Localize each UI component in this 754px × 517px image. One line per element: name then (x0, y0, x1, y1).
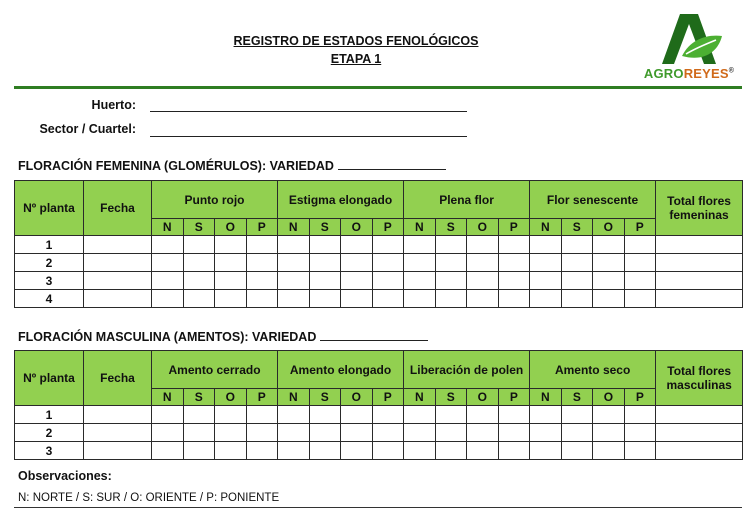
count-cell[interactable] (183, 254, 215, 272)
count-cell[interactable] (278, 236, 310, 254)
count-cell[interactable] (435, 254, 467, 272)
total-cell[interactable] (656, 424, 743, 442)
date-cell[interactable] (84, 424, 152, 442)
group-header: Amento seco (530, 351, 656, 389)
subcol-header: N (278, 389, 310, 406)
count-cell[interactable] (215, 442, 247, 460)
subcol-header: O (341, 389, 373, 406)
count-cell[interactable] (498, 236, 530, 254)
count-cell[interactable] (593, 424, 625, 442)
count-cell[interactable] (530, 290, 562, 308)
subcol-header: P (498, 389, 530, 406)
total-cell[interactable] (656, 236, 743, 254)
count-cell[interactable] (372, 290, 404, 308)
subcol-header: P (624, 389, 656, 406)
subcol-header: P (624, 219, 656, 236)
count-cell[interactable] (530, 236, 562, 254)
count-cell[interactable] (183, 236, 215, 254)
count-cell[interactable] (309, 290, 341, 308)
count-cell[interactable] (246, 424, 278, 442)
count-cell[interactable] (498, 290, 530, 308)
masc-variedad-field[interactable] (320, 331, 428, 341)
logo-wordmark (630, 66, 748, 81)
plant-number: 2 (15, 254, 84, 272)
count-cell[interactable] (561, 254, 593, 272)
count-cell[interactable] (341, 290, 373, 308)
subcol-header: O (341, 219, 373, 236)
count-cell[interactable] (593, 290, 625, 308)
count-cell[interactable] (341, 236, 373, 254)
sector-field[interactable] (150, 136, 467, 137)
count-cell[interactable] (593, 272, 625, 290)
count-cell[interactable] (246, 290, 278, 308)
date-cell[interactable] (84, 236, 152, 254)
col-fecha: Fecha (84, 181, 152, 236)
registered-mark: ® (728, 67, 735, 75)
subcol-header: S (183, 219, 215, 236)
subcol-header: N (530, 219, 562, 236)
table-row (15, 272, 743, 290)
agroreyes-logo (630, 10, 748, 84)
table-row (15, 290, 743, 308)
count-cell[interactable] (152, 272, 184, 290)
count-cell[interactable] (593, 236, 625, 254)
table-row (15, 406, 743, 424)
count-cell[interactable] (624, 442, 656, 460)
subcol-header: S (309, 389, 341, 406)
count-cell[interactable] (246, 442, 278, 460)
date-cell[interactable] (84, 290, 152, 308)
count-cell[interactable] (561, 406, 593, 424)
count-cell[interactable] (561, 442, 593, 460)
count-cell[interactable] (215, 406, 247, 424)
count-cell[interactable] (435, 290, 467, 308)
count-cell[interactable] (624, 406, 656, 424)
subcol-header: P (498, 219, 530, 236)
count-cell[interactable] (624, 236, 656, 254)
count-cell[interactable] (561, 236, 593, 254)
count-cell[interactable] (530, 254, 562, 272)
count-cell[interactable] (593, 442, 625, 460)
observaciones-label: Observaciones: (18, 469, 112, 483)
count-cell[interactable] (404, 272, 436, 290)
count-cell[interactable] (435, 424, 467, 442)
subcol-header: N (404, 219, 436, 236)
group-header: Liberación de polen (404, 351, 530, 389)
count-cell[interactable] (278, 290, 310, 308)
sector-label: Sector / Cuartel: (39, 122, 136, 136)
count-cell[interactable] (183, 424, 215, 442)
count-cell[interactable] (278, 254, 310, 272)
subcol-header: O (593, 389, 625, 406)
date-cell[interactable] (84, 254, 152, 272)
logo-wordmark-reyes: REYES (683, 66, 729, 81)
count-cell[interactable] (183, 406, 215, 424)
count-cell[interactable] (624, 290, 656, 308)
count-cell[interactable] (215, 290, 247, 308)
subcol-header: N (152, 389, 184, 406)
count-cell[interactable] (183, 442, 215, 460)
orientation-legend: N: NORTE / S: SUR / O: ORIENTE / P: PONIENTE (18, 492, 280, 504)
subcol-header: S (561, 219, 593, 236)
count-cell[interactable] (530, 406, 562, 424)
count-cell[interactable] (498, 424, 530, 442)
document-title: REGISTRO DE ESTADOS FENOLÓGICOS (233, 34, 479, 48)
count-cell[interactable] (498, 406, 530, 424)
total-cell[interactable] (656, 442, 743, 460)
subcol-header: O (215, 219, 247, 236)
count-cell[interactable] (372, 236, 404, 254)
group-header: Estigma elongado (278, 181, 404, 219)
count-cell[interactable] (309, 442, 341, 460)
count-cell[interactable] (309, 236, 341, 254)
count-cell[interactable] (278, 406, 310, 424)
count-cell[interactable] (341, 442, 373, 460)
count-cell[interactable] (152, 290, 184, 308)
col-total: Total flores femeninas (656, 181, 743, 236)
fem-variedad-field[interactable] (338, 160, 446, 170)
subcol-header: N (278, 219, 310, 236)
count-cell[interactable] (246, 272, 278, 290)
count-cell[interactable] (278, 272, 310, 290)
count-cell[interactable] (593, 406, 625, 424)
count-cell[interactable] (435, 442, 467, 460)
table-row (15, 254, 743, 272)
date-cell[interactable] (84, 442, 152, 460)
subcol-header: O (593, 219, 625, 236)
count-cell[interactable] (561, 272, 593, 290)
subcol-header: S (435, 219, 467, 236)
subcol-header: O (467, 389, 499, 406)
count-cell[interactable] (309, 406, 341, 424)
plant-number: 3 (15, 272, 84, 290)
count-cell[interactable] (372, 406, 404, 424)
subcol-header: S (561, 389, 593, 406)
count-cell[interactable] (152, 424, 184, 442)
table-row (15, 442, 743, 460)
col-total: Total flores masculinas (656, 351, 743, 406)
subcol-header: P (246, 219, 278, 236)
masc-section-label: FLORACIÓN MASCULINA (AMENTOS): VARIEDAD (18, 330, 317, 344)
count-cell[interactable] (530, 272, 562, 290)
count-cell[interactable] (372, 424, 404, 442)
count-cell[interactable] (341, 424, 373, 442)
count-cell[interactable] (561, 290, 593, 308)
count-cell[interactable] (246, 254, 278, 272)
count-cell[interactable] (467, 272, 499, 290)
count-cell[interactable] (467, 442, 499, 460)
huerto-label: Huerto: (91, 98, 136, 112)
plant-number: 1 (15, 236, 84, 254)
count-cell[interactable] (498, 272, 530, 290)
total-cell[interactable] (656, 406, 743, 424)
subcol-header: O (467, 219, 499, 236)
count-cell[interactable] (435, 272, 467, 290)
count-cell[interactable] (215, 236, 247, 254)
col-planta: Nº planta (15, 351, 84, 406)
subcol-header: S (309, 219, 341, 236)
subcol-header: P (372, 389, 404, 406)
count-cell[interactable] (404, 290, 436, 308)
date-cell[interactable] (84, 406, 152, 424)
count-cell[interactable] (246, 406, 278, 424)
count-cell[interactable] (152, 406, 184, 424)
plant-number: 2 (15, 424, 84, 442)
count-cell[interactable] (215, 254, 247, 272)
masc-table (14, 350, 743, 460)
count-cell[interactable] (183, 290, 215, 308)
count-cell[interactable] (624, 424, 656, 442)
count-cell[interactable] (278, 442, 310, 460)
fem-section-title (18, 159, 446, 173)
col-fecha: Fecha (84, 351, 152, 406)
subcol-header: O (215, 389, 247, 406)
total-cell[interactable] (656, 254, 743, 272)
subcol-header: N (530, 389, 562, 406)
count-cell[interactable] (467, 406, 499, 424)
group-header: Amento elongado (278, 351, 404, 389)
count-cell[interactable] (467, 290, 499, 308)
fem-table (14, 180, 743, 308)
count-cell[interactable] (372, 254, 404, 272)
count-cell[interactable] (372, 272, 404, 290)
count-cell[interactable] (404, 424, 436, 442)
count-cell[interactable] (498, 442, 530, 460)
count-cell[interactable] (467, 236, 499, 254)
count-cell[interactable] (215, 272, 247, 290)
masc-section-title (18, 330, 428, 344)
count-cell[interactable] (404, 254, 436, 272)
count-cell[interactable] (341, 272, 373, 290)
table-row (15, 424, 743, 442)
count-cell[interactable] (435, 406, 467, 424)
count-cell[interactable] (152, 254, 184, 272)
count-cell[interactable] (152, 442, 184, 460)
count-cell[interactable] (183, 272, 215, 290)
count-cell[interactable] (467, 424, 499, 442)
count-cell[interactable] (215, 424, 247, 442)
count-cell[interactable] (372, 442, 404, 460)
total-cell[interactable] (656, 290, 743, 308)
count-cell[interactable] (341, 406, 373, 424)
count-cell[interactable] (404, 442, 436, 460)
count-cell[interactable] (593, 254, 625, 272)
subcol-header: S (183, 389, 215, 406)
table-row (15, 236, 743, 254)
count-cell[interactable] (435, 236, 467, 254)
group-header: Amento cerrado (152, 351, 278, 389)
plant-number: 4 (15, 290, 84, 308)
col-planta: Nº planta (15, 181, 84, 236)
count-cell[interactable] (309, 272, 341, 290)
group-header: Plena flor (404, 181, 530, 219)
count-cell[interactable] (624, 272, 656, 290)
count-cell[interactable] (309, 254, 341, 272)
subcol-header: S (435, 389, 467, 406)
count-cell[interactable] (341, 254, 373, 272)
count-cell[interactable] (624, 254, 656, 272)
group-header: Punto rojo (152, 181, 278, 219)
count-cell[interactable] (530, 424, 562, 442)
subcol-header: N (404, 389, 436, 406)
huerto-field[interactable] (150, 111, 467, 112)
count-cell[interactable] (404, 236, 436, 254)
legend-underline (14, 507, 742, 508)
count-cell[interactable] (404, 406, 436, 424)
group-header: Flor senescente (530, 181, 656, 219)
count-cell[interactable] (530, 442, 562, 460)
plant-number: 1 (15, 406, 84, 424)
leaf-a-icon (630, 10, 748, 68)
count-cell[interactable] (309, 424, 341, 442)
plant-number: 3 (15, 442, 84, 460)
document-subtitle: ETAPA 1 (330, 52, 382, 66)
count-cell[interactable] (467, 254, 499, 272)
count-cell[interactable] (152, 236, 184, 254)
subcol-header: P (246, 389, 278, 406)
count-cell[interactable] (498, 254, 530, 272)
date-cell[interactable] (84, 272, 152, 290)
count-cell[interactable] (246, 236, 278, 254)
subcol-header: N (152, 219, 184, 236)
header-divider (14, 86, 742, 89)
logo-wordmark-agro: AGRO (643, 66, 684, 81)
count-cell[interactable] (278, 424, 310, 442)
fem-section-label: FLORACIÓN FEMENINA (GLOMÉRULOS): VARIEDAD (18, 159, 334, 173)
total-cell[interactable] (656, 272, 743, 290)
count-cell[interactable] (561, 424, 593, 442)
subcol-header: P (372, 219, 404, 236)
